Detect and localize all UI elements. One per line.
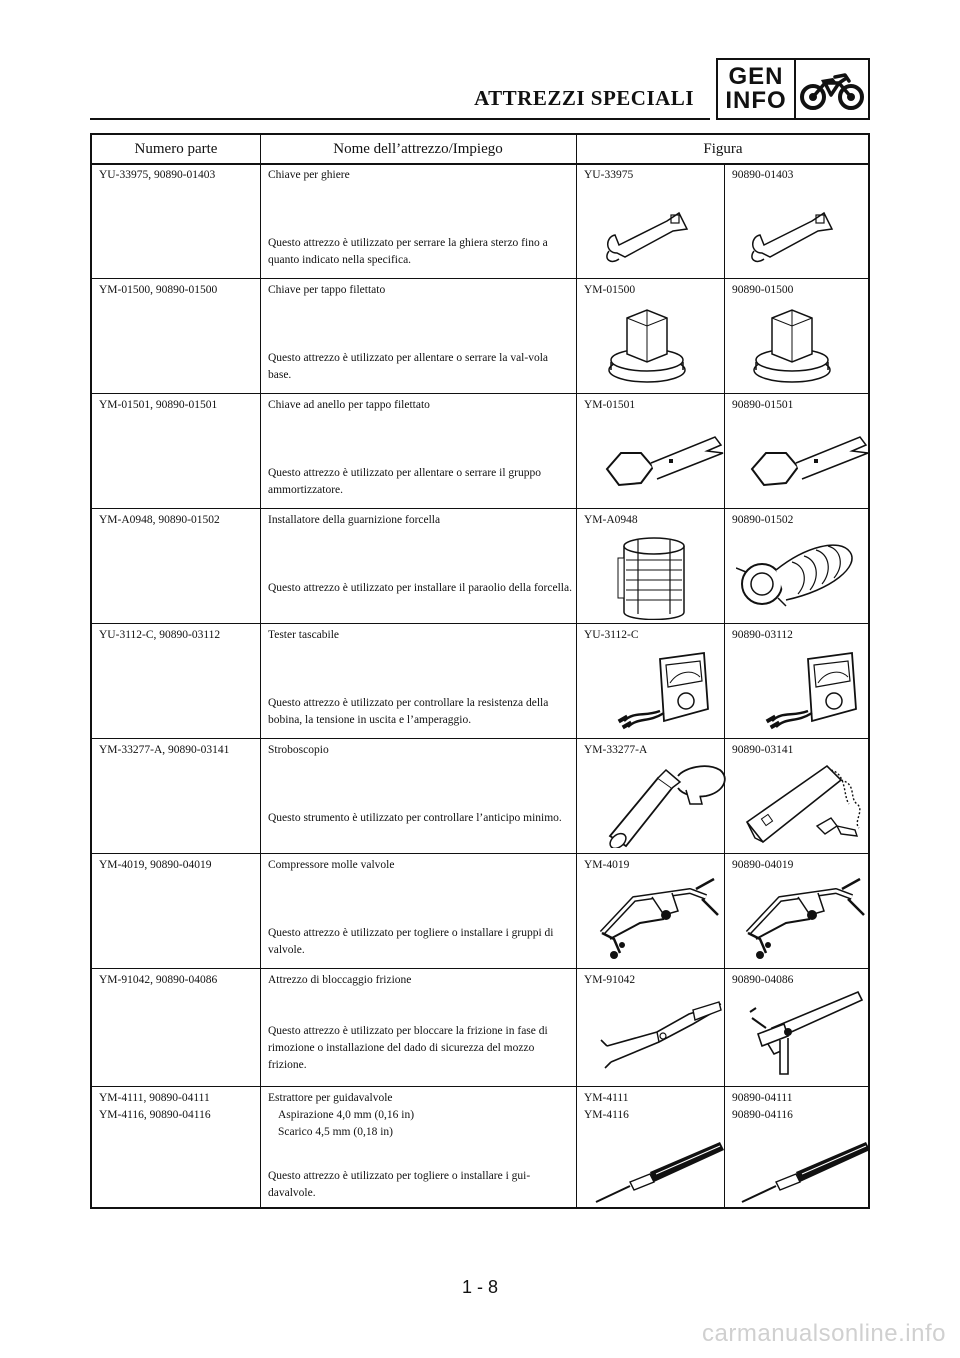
figure-label-eu: 90890-04086 bbox=[732, 974, 794, 986]
table-row bbox=[92, 853, 868, 969]
tool-name: Installatore della guarnizione forcella bbox=[268, 514, 441, 526]
tool-usage: Questo attrezzo è utilizzato per bloccare la frizione in fase di rimozione o installazione del dado di sicurezza del mozzo frizione. bbox=[268, 1025, 548, 1071]
timing-light-icon bbox=[737, 752, 867, 852]
cap-bolt-wrench-icon bbox=[597, 304, 697, 388]
figure-label-us: YM-4111 bbox=[584, 1092, 629, 1104]
hook-wrench-icon bbox=[742, 201, 852, 271]
part-number: YM-4019, 90890-04019 bbox=[99, 859, 212, 871]
figure-label-us: YM-4019 bbox=[584, 859, 630, 871]
part-number-group bbox=[99, 1090, 259, 1124]
figure-label-us: YM-91042 bbox=[584, 974, 636, 986]
part-number: YM-01501, 90890-01501 bbox=[99, 399, 218, 411]
figure-labels-eu bbox=[732, 1090, 793, 1124]
part-number: YM-4111, 90890-04111 bbox=[99, 1092, 210, 1104]
hook-wrench-icon bbox=[597, 201, 707, 271]
tool-name: Estrattore per guidavalvole bbox=[268, 1092, 393, 1104]
tool-usage: Questo attrezzo è utilizzato per serrare la ghiera sterzo fino a quanto indicato nella specifica. bbox=[268, 237, 548, 266]
watermark: carmanualsonline.info bbox=[702, 1320, 946, 1347]
tool-name: Tester tascabile bbox=[268, 629, 340, 641]
seal-installer-icon bbox=[736, 532, 866, 612]
tool-usage: Questo attrezzo è utilizzato per togliere o installare i gruppi di valvole. bbox=[268, 927, 554, 956]
tool-usage: Questo attrezzo è utilizzato per installare il paraolio della forcella. bbox=[268, 582, 572, 594]
exhaust-spec: Scarico 4,5 mm (0,18 in) bbox=[278, 1126, 393, 1138]
table-row bbox=[92, 393, 868, 509]
part-number: YU-33975, 90890-01403 bbox=[99, 169, 216, 181]
tool-usage: Questo attrezzo è utilizzato per allentare o serrare il gruppo ammortizzatore. bbox=[268, 467, 541, 496]
figure-label-eu: 90890-04116 bbox=[732, 1109, 793, 1121]
tool-usage: Questo attrezzo è utilizzato per togliere o installare i gui-davalvole. bbox=[268, 1170, 531, 1199]
special-tools-table bbox=[90, 133, 870, 1209]
tool-usage: Questo attrezzo è utilizzato per controllare la resistenza della bobina, la tensione in uscita e l’amperaggio. bbox=[268, 697, 549, 726]
figure-label-us: YM-01500 bbox=[584, 284, 636, 296]
page-number: 1 - 8 bbox=[461, 1277, 499, 1297]
header-rule bbox=[90, 118, 710, 120]
part-number: YM-01500, 90890-01500 bbox=[99, 284, 218, 296]
figure-label-eu: 90890-01500 bbox=[732, 284, 794, 296]
page-header bbox=[90, 58, 870, 122]
figure-label-eu: 90890-01501 bbox=[732, 399, 794, 411]
table-row bbox=[92, 163, 868, 279]
figure-label-eu: 90890-01502 bbox=[732, 514, 794, 526]
table-row bbox=[92, 508, 868, 624]
figure-label-us: YM-01501 bbox=[584, 399, 636, 411]
part-number: YM-4116, 90890-04116 bbox=[99, 1109, 211, 1121]
tool-usage: Questo attrezzo è utilizzato per allentare o serrare la val-vola base. bbox=[268, 352, 549, 381]
tool-name: Chiave ad anello per tappo filettato bbox=[268, 399, 430, 411]
tool-name: Chiave per tappo filettato bbox=[268, 284, 386, 296]
intake-spec: Aspirazione 4,0 mm (0,16 in) bbox=[278, 1109, 415, 1121]
valve-guide-remover-icon bbox=[736, 1138, 876, 1208]
table-row bbox=[92, 278, 868, 394]
tool-usage: Questo strumento è utilizzato per controllare l’anticipo minimo. bbox=[268, 812, 562, 824]
tool-name: Attrezzo di bloccaggio frizione bbox=[268, 974, 412, 986]
figure-label-eu: 90890-03141 bbox=[732, 744, 794, 756]
cap-bolt-wrench-icon bbox=[742, 304, 842, 388]
tool-name: Compressore molle valvole bbox=[268, 859, 395, 871]
tool-name: Chiave per ghiere bbox=[268, 169, 350, 181]
header-part-number: Numero parte bbox=[134, 141, 218, 157]
part-number: YU-3112-C, 90890-03112 bbox=[99, 629, 221, 641]
header-figure: Figura bbox=[703, 141, 743, 157]
figure-label-us: YM-A0948 bbox=[584, 514, 638, 526]
part-number: YM-A0948, 90890-01502 bbox=[99, 514, 220, 526]
page-title: ATTREZZI SPECIALI bbox=[474, 86, 694, 110]
motorcycle-icon bbox=[796, 60, 868, 118]
tool-name: Stroboscopio bbox=[268, 744, 329, 756]
table-row bbox=[92, 1086, 868, 1209]
figure-label-eu: 90890-01403 bbox=[732, 169, 794, 181]
pocket-tester-icon bbox=[752, 651, 872, 731]
badge-line-2: INFO bbox=[725, 87, 787, 114]
figure-labels-us bbox=[584, 1090, 629, 1124]
table-row bbox=[92, 968, 868, 1087]
tool-name-group bbox=[268, 1090, 568, 1141]
table-row bbox=[92, 623, 868, 739]
header-tool-name: Nome dell’attrezzo/Impiego bbox=[333, 141, 503, 157]
figure-label-us: YM-33277-A bbox=[584, 744, 648, 756]
badge-line-1: GEN bbox=[728, 63, 784, 90]
figure-label-eu: 90890-04111 bbox=[732, 1092, 793, 1104]
figure-label-us: YM-4116 bbox=[584, 1109, 629, 1121]
ring-wrench-icon bbox=[597, 423, 727, 497]
part-number: YM-91042, 90890-04086 bbox=[99, 974, 218, 986]
valve-spring-compressor-icon bbox=[736, 875, 876, 965]
ring-wrench-icon bbox=[742, 423, 872, 497]
badge-text bbox=[718, 60, 796, 118]
seal-installer-icon bbox=[614, 530, 694, 620]
figure-label-eu: 90890-04019 bbox=[732, 859, 794, 871]
table-row bbox=[92, 738, 868, 854]
timing-light-icon bbox=[602, 760, 732, 848]
table-header bbox=[92, 135, 868, 165]
valve-spring-compressor-icon bbox=[590, 875, 730, 965]
figure-label-us: YU-3112-C bbox=[584, 629, 639, 641]
pocket-tester-icon bbox=[604, 651, 724, 731]
gen-info-badge bbox=[716, 58, 870, 120]
clutch-holding-tool-icon bbox=[597, 996, 727, 1076]
figure-label-us: YU-33975 bbox=[584, 169, 634, 181]
part-number: YM-33277-A, 90890-03141 bbox=[99, 744, 230, 756]
figure-label-eu: 90890-03112 bbox=[732, 629, 793, 641]
valve-guide-remover-icon bbox=[590, 1138, 730, 1208]
clutch-holding-tool-icon bbox=[732, 988, 872, 1078]
